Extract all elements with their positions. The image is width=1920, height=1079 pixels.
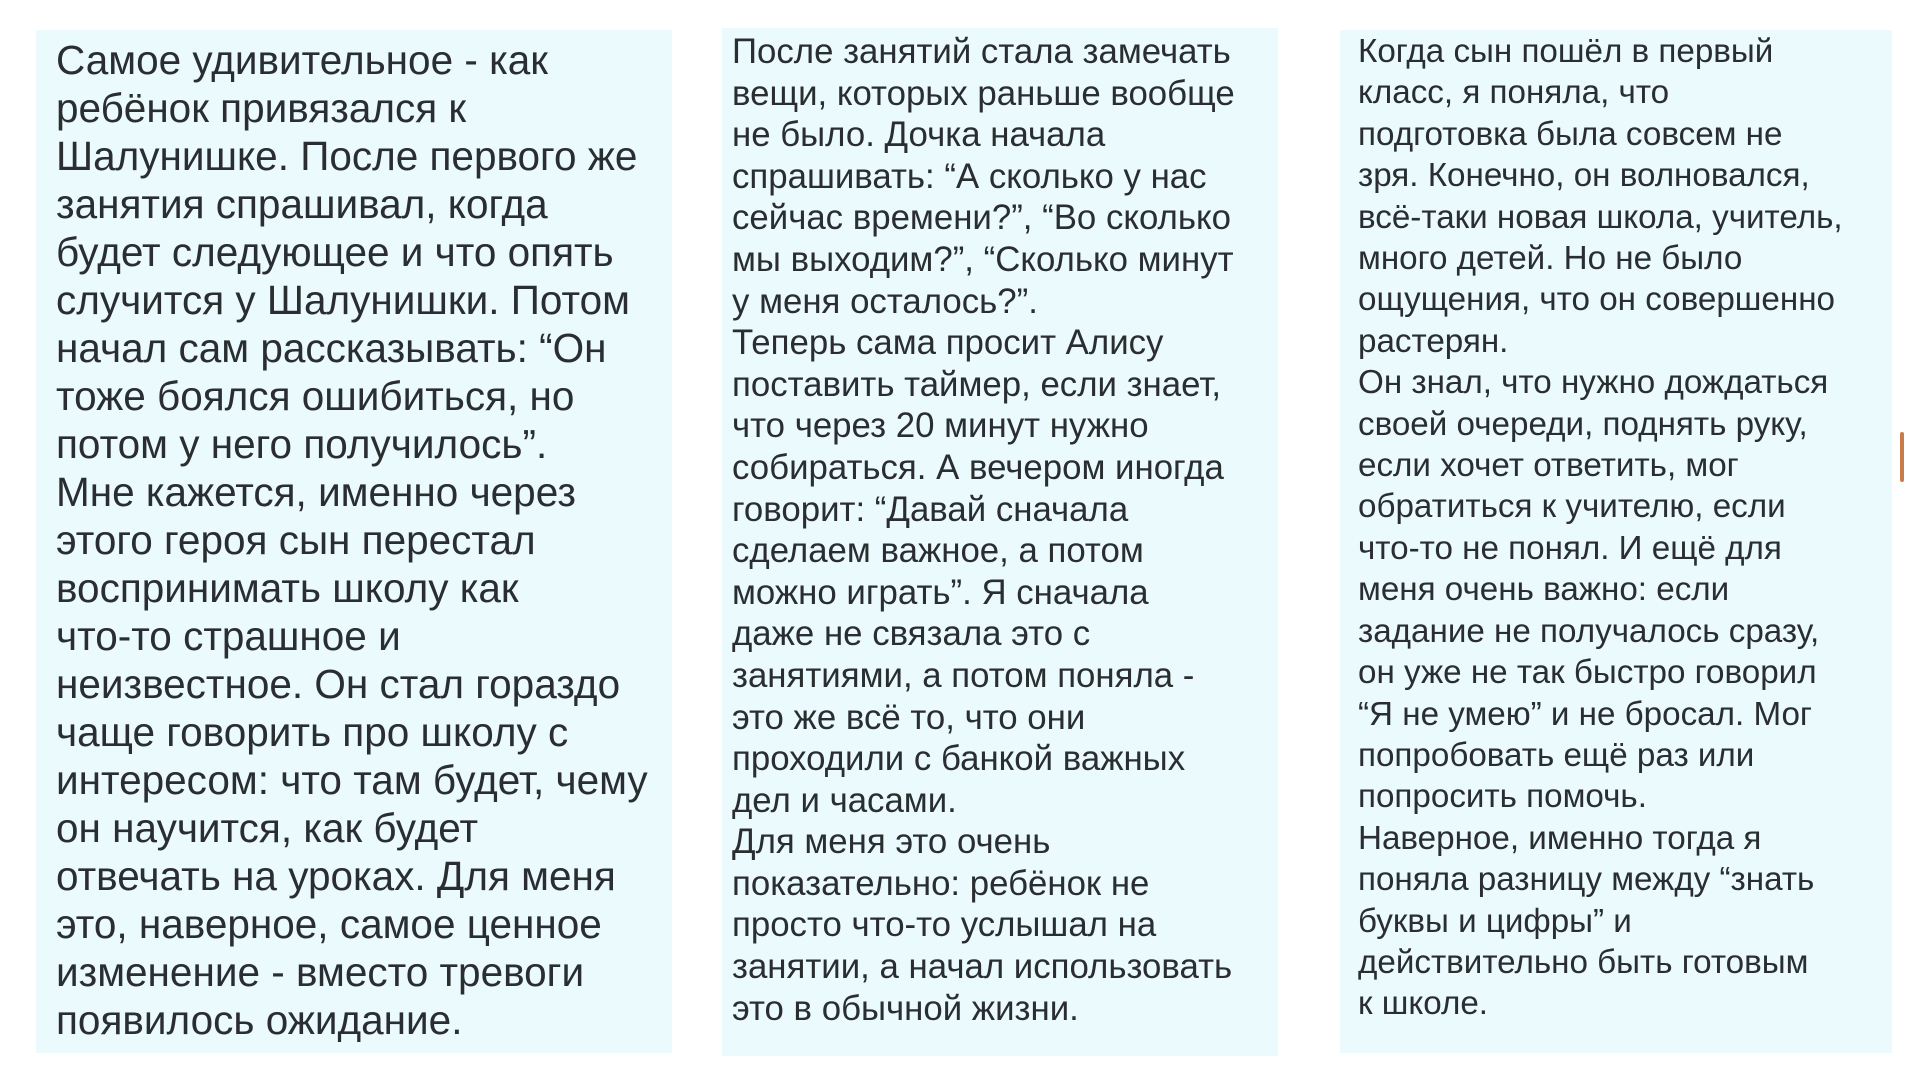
text-line: зря. Конечно, он волновался,	[1358, 157, 1810, 195]
review-card-1	[36, 30, 672, 1053]
text-line: неизвестное. Он стал гораздо	[56, 661, 621, 707]
text-line: собираться. А вечером иногда	[732, 447, 1224, 487]
text-line: у меня осталось?”.	[732, 281, 1038, 321]
text-line: даже не связала это с	[732, 614, 1091, 654]
text-line: Теперь сама просит Алису	[732, 323, 1164, 363]
text-line: что-то страшное и	[56, 613, 401, 659]
review-text-3	[1358, 31, 1892, 1025]
text-line: не было. Дочка начала	[732, 115, 1106, 155]
text-line: чаще говорить про школу с	[56, 709, 569, 755]
text-line: меня очень важно: если	[1358, 571, 1730, 609]
text-line: начал сам рассказывать: “Он	[56, 325, 607, 371]
text-line: случится у Шалунишки. Потом	[56, 277, 630, 323]
text-line: занятия спрашивал, когда	[56, 181, 548, 227]
text-line: Он знал, что нужно дождаться	[1358, 364, 1829, 402]
review-text-2	[732, 31, 1278, 1029]
text-line: Для меня это очень	[732, 822, 1051, 862]
review-text-1	[56, 36, 672, 1044]
text-line: ощущения, что он совершенно	[1358, 281, 1835, 319]
text-line: отвечать на уроках. Для меня	[56, 853, 616, 899]
text-line: проходили с банкой важных	[732, 739, 1186, 779]
text-line: Самое удивительное - как	[56, 37, 548, 83]
text-line: показательно: ребёнок не	[732, 863, 1150, 903]
text-line: воспринимать школу как	[56, 565, 519, 611]
text-line: изменение - вместо тревоги	[56, 949, 585, 995]
text-line: спрашивать: “А сколько у нас	[732, 156, 1207, 196]
text-line: сейчас времени?”, “Во сколько	[732, 198, 1231, 238]
review-card-2	[722, 28, 1278, 1056]
text-line: обратиться к учителю, если	[1358, 488, 1786, 526]
text-line: действительно быть готовым	[1358, 943, 1809, 981]
text-line: интересом: что там будет, чему	[56, 757, 648, 803]
text-line: После занятий стала замечать	[732, 32, 1231, 71]
text-line: попробовать ещё раз или	[1358, 736, 1755, 774]
text-line: буквы и цифры” и	[1358, 902, 1632, 940]
text-line: задание не получалось сразу,	[1358, 612, 1820, 650]
scroll-indicator	[1900, 432, 1904, 482]
text-line: если хочет ответить, мог	[1358, 447, 1739, 485]
text-line: занятии, а начал использовать	[732, 947, 1233, 987]
text-line: можно играть”. Я сначала	[732, 572, 1149, 612]
text-line: появилось ожидание.	[56, 997, 463, 1043]
text-line: что-то не понял. И ещё для	[1358, 529, 1782, 567]
text-line: Мне кажется, именно через	[56, 469, 576, 515]
text-line: мы выходим?”, “Сколько минут	[732, 239, 1234, 279]
text-line: всё-таки новая школа, учитель,	[1358, 198, 1843, 236]
text-line: Шалунишке. После первого же	[56, 133, 638, 179]
text-line: он уже не так быстро говорил	[1358, 654, 1817, 692]
text-line: он научится, как будет	[56, 805, 479, 851]
text-line: растерян.	[1358, 322, 1509, 360]
text-line: поняла разницу между “знать	[1358, 861, 1815, 899]
text-line: это в обычной жизни.	[732, 988, 1079, 1028]
text-line: просто что-то услышал на	[732, 905, 1157, 945]
text-line: много детей. Но не было	[1358, 240, 1743, 278]
text-line: класс, я поняла, что	[1358, 74, 1670, 112]
text-line: “Я не умею” и не бросал. Мог	[1358, 695, 1813, 733]
text-line: подготовка была совсем не	[1358, 115, 1783, 153]
text-line: вещи, которых раньше вообще	[732, 73, 1235, 113]
review-card-3	[1340, 30, 1892, 1053]
text-line: это же всё то, что они	[732, 697, 1086, 737]
text-line: ребёнок привязался к	[56, 85, 467, 131]
text-line: к школе.	[1358, 985, 1489, 1023]
text-line: Когда сын пошёл в первый	[1358, 33, 1774, 70]
text-line: потом у него получилось”.	[56, 421, 548, 467]
text-line: говорит: “Давай сначала	[732, 489, 1129, 529]
text-line: что через 20 минут нужно	[732, 406, 1149, 446]
text-line: попросить помочь.	[1358, 778, 1647, 816]
text-line: это, наверное, самое ценное	[56, 901, 602, 947]
text-line: этого героя сын перестал	[56, 517, 536, 563]
text-line: дел и часами.	[732, 780, 957, 820]
text-line: будет следующее и что опять	[56, 229, 614, 275]
text-line: Наверное, именно тогда я	[1358, 819, 1762, 857]
text-line: занятиями, а потом поняла -	[732, 655, 1195, 695]
text-line: своей очереди, поднять руку,	[1358, 405, 1808, 443]
text-line: поставить таймер, если знает,	[732, 364, 1222, 404]
text-line: сделаем важное, а потом	[732, 531, 1144, 571]
text-line: тоже боялся ошибиться, но	[56, 373, 575, 419]
